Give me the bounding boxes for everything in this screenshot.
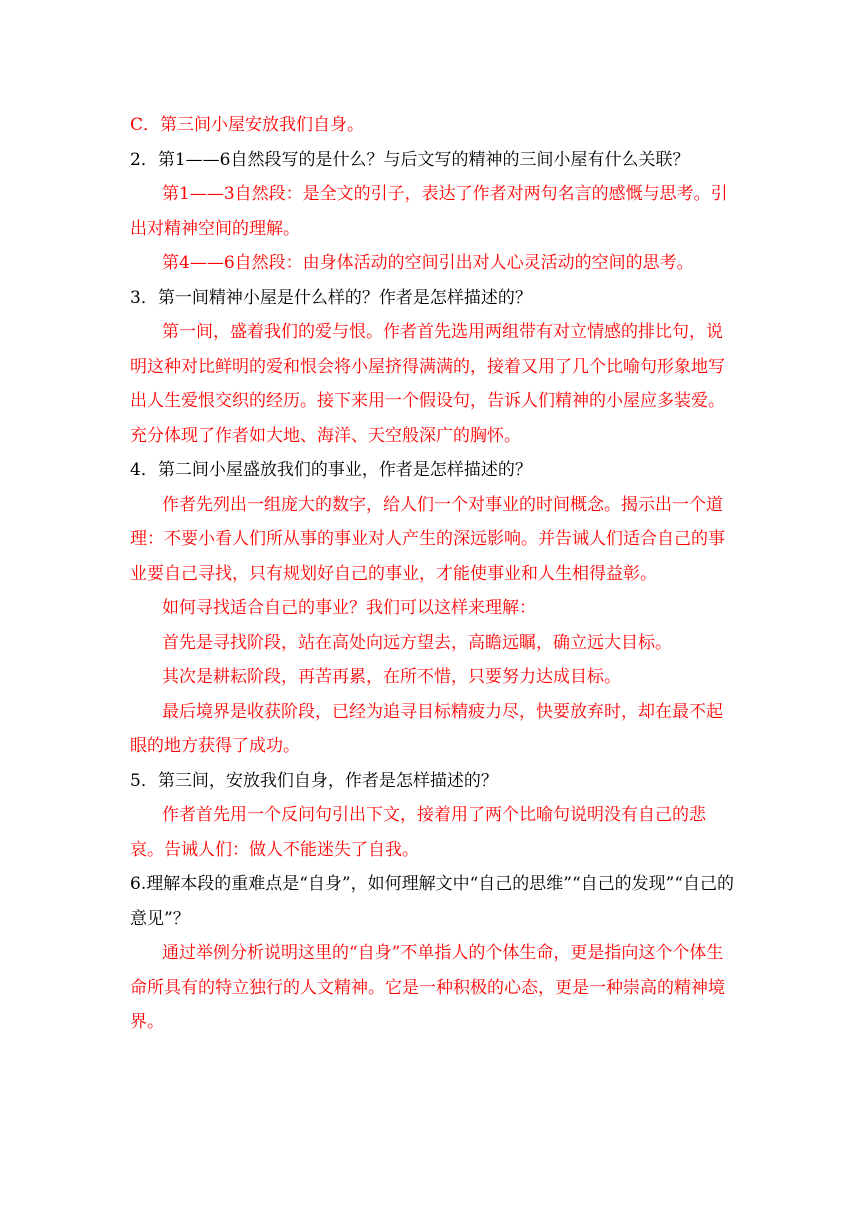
answer-paragraph: 第4——6自然段：由身体活动的空间引出对人心灵活动的空间的思考。 (162, 253, 694, 273)
answer-paragraph: 第一间，盛着我们的爱与恨。作者首先选用两组带有对立情感的排比句，说明这种对比鲜明的爱和恨会将小屋挤得满满的，接着又用了几个比喻句形象地写出人生爱恨交织的经历。接下来用一个假设句，告诉人们精神的小屋应多装爱。充分体现了作者如大地、海洋、天空般深广的胸怀。 (130, 322, 725, 446)
question-paragraph: 3．第一间精神小屋是什么样的？作者是怎样描述的？ (130, 287, 532, 308)
answer-paragraph: 如何寻找适合自己的事业？我们可以这样来理解： (162, 598, 536, 618)
answer-paragraph: 首先是寻找阶段，站在高处向远方望去，高瞻远瞩，确立远大目标。 (162, 632, 672, 653)
document-page (130, 108, 736, 1040)
answer-paragraph: 最后境界是收获阶段，已经为追寻目标精疲力尽，快要放弃时，却在最不起眼的地方获得了成功。 (130, 701, 723, 756)
question-paragraph: 5．第三间，安放我们自身，作者是怎样描述的？ (130, 770, 498, 791)
answer-paragraph: 第1——3自然段：是全文的引子，表达了作者对两句名言的感慨与思考。引出对精神空间的理解。 (130, 184, 728, 239)
answer-paragraph: 作者先列出一组庞大的数字，给人们一个对事业的时间概念。揭示出一个道理：不要小看人们所从事的事业对人产生的深远影响。并告诫人们适合自己的事业要自己寻找，只有规划好自己的事业，才能使事业和人生相得益彰。 (130, 494, 725, 584)
question-paragraph: 4．第二间小屋盛放我们的事业，作者是怎样描述的？ (130, 460, 532, 480)
answer-paragraph: C．第三间小屋安放我们自身。 (130, 115, 365, 135)
question-paragraph: 2．第1——6自然段写的是什么？与后文写的精神的三间小屋有什么关联？ (130, 149, 690, 170)
answer-paragraph: 其次是耕耘阶段，再苦再累，在所不惜，只要努力达成目标。 (162, 667, 621, 687)
question-paragraph: 6.理解本段的重难点是“自身”，如何理解文中“自己的思维”“自己的发现”“自己的意见”？ (130, 874, 735, 929)
answer-paragraph: 通过举例分析说明这里的“自身”不单指人的个体生命，更是指向这个个体生命所具有的特立独行的人文精神。它是一种积极的心态，更是一种崇高的精神境界。 (130, 943, 725, 1032)
answer-paragraph: 作者首先用一个反问句引出下文，接着用了两个比喻句说明没有自己的悲哀。告诫人们：做人不能迷失了自我。 (130, 805, 706, 860)
